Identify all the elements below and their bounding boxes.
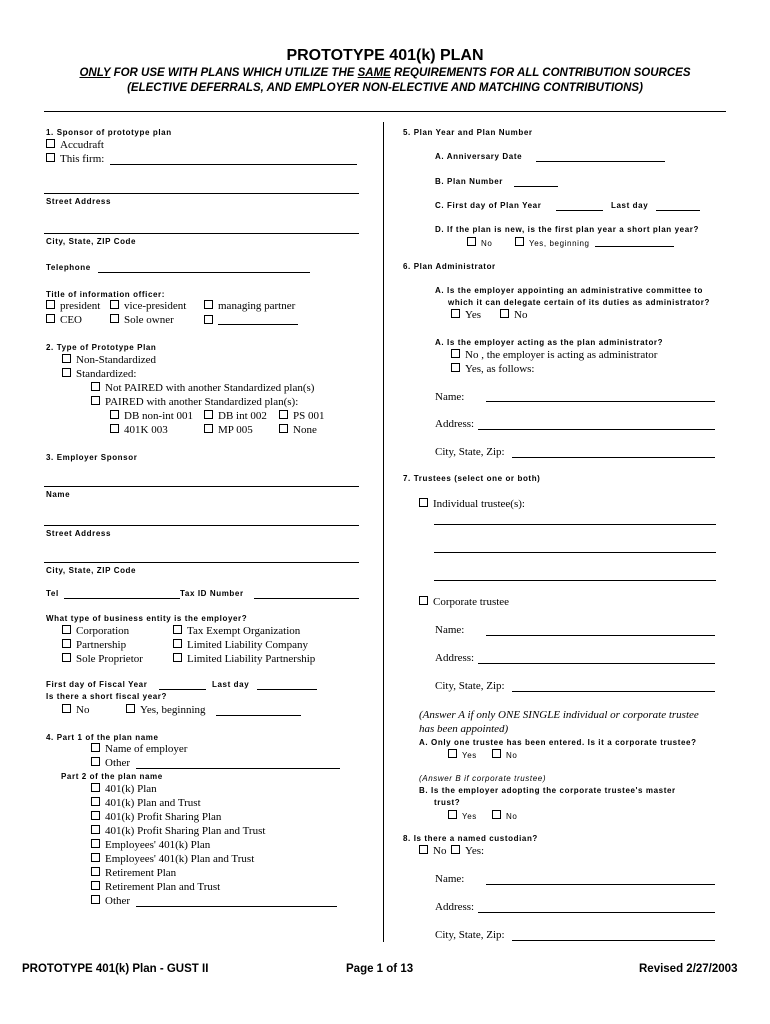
s6-b-no-option[interactable] — [451, 349, 657, 361]
checkbox[interactable] — [492, 810, 501, 819]
s6-a-yes-label: Yes — [465, 309, 482, 321]
s7-individual-line-1[interactable] — [434, 524, 716, 525]
s7-corporate-label: Corporate trustee — [433, 596, 510, 608]
s4-opt-label: Retirement Plan — [105, 867, 177, 879]
s2-paired-label: PAIRED with another Standardized plan(s): — [105, 396, 299, 408]
s7-qb-line1: B. Is the employer adopting the corporate trustee's master — [419, 786, 676, 795]
s1-firm-option[interactable] — [46, 153, 104, 165]
checkbox[interactable] — [110, 300, 119, 309]
s8-heading: 8. Is there a named custodian? — [403, 834, 538, 843]
s8-city-field[interactable] — [512, 940, 715, 941]
s1-accudraft-option[interactable] — [46, 139, 104, 151]
s2-std-option[interactable] — [62, 368, 136, 380]
s6-name-field[interactable] — [486, 401, 715, 402]
s3-sole-prop-label: Sole Proprietor — [76, 653, 143, 665]
s3-tel-field[interactable] — [64, 598, 180, 599]
s4-name-employer-label: Name of employer — [105, 743, 188, 755]
s1-city-field[interactable] — [44, 233, 359, 234]
checkbox[interactable] — [173, 653, 182, 662]
s2-mp-option[interactable] — [204, 424, 253, 436]
checkbox[interactable] — [91, 783, 100, 792]
s3-partnership-option[interactable] — [62, 639, 126, 651]
s4-opt-label: Retirement Plan and Trust — [105, 881, 221, 893]
s3-city-field[interactable] — [44, 562, 359, 563]
s7-a-no-option[interactable] — [492, 749, 517, 760]
s1-sole-option[interactable] — [110, 314, 174, 326]
s3-taxid-field[interactable] — [254, 598, 359, 599]
column-divider — [383, 122, 384, 942]
s3-llc-label: Limited Liability Company — [187, 639, 308, 651]
s3-tax-exempt-label: Tax Exempt Organization — [187, 625, 301, 637]
subtitle-text-b: REQUIREMENTS FOR ALL CONTRIBUTION SOURCES — [390, 67, 691, 79]
s8-address-field[interactable] — [478, 912, 715, 913]
s2-401k-label: 401K 003 — [124, 424, 168, 436]
s1-heading: 1. Sponsor of prototype plan — [46, 128, 172, 137]
s7-individual-line-3[interactable] — [434, 580, 716, 581]
s5-d-yes-option[interactable] — [515, 237, 590, 248]
s1-president-option[interactable] — [46, 300, 100, 312]
s2-paired-option[interactable] — [91, 396, 298, 408]
s6-qa-line2: which it can delegate certain of its duties as administrator? — [448, 298, 710, 307]
subtitle-line-2: (ELECTIVE DEFERRALS, AND EMPLOYER NON-ELECTIVE AND MATCHING CONTRIBUTIONS) — [127, 82, 643, 94]
checkbox[interactable] — [515, 237, 524, 246]
s1-accudraft-label: Accudraft — [60, 139, 104, 151]
checkbox[interactable] — [204, 315, 213, 324]
footer-left: PROTOTYPE 401(k) Plan - GUST II — [22, 963, 209, 975]
s2-ps-label: PS 001 — [293, 410, 325, 422]
s2-not-paired-label: Not PAIRED with another Standardized plan(s) — [105, 382, 315, 394]
s4-other2-label: Other — [105, 895, 131, 907]
s5-d-no-label: No — [481, 239, 493, 248]
checkbox[interactable] — [451, 349, 460, 358]
s8-name-field[interactable] — [486, 884, 715, 885]
s1-street-label: Street Address — [46, 197, 112, 206]
s5-a-label: A. Anniversary Date — [435, 152, 523, 161]
s2-db-int-option[interactable] — [204, 410, 267, 422]
s6-city-label: City, State, Zip: — [435, 446, 505, 458]
s6-b-yes-option[interactable] — [451, 363, 534, 375]
s1-president-label: president — [60, 300, 101, 312]
s5-plan-number-field[interactable] — [514, 186, 558, 187]
checkbox[interactable] — [46, 314, 55, 323]
s2-mp-label: MP 005 — [218, 424, 253, 436]
s7-note-b: (Answer B if corporate trustee) — [419, 774, 547, 783]
s1-telephone-label: Telephone — [46, 263, 91, 272]
s7-a-no-label: No — [506, 751, 518, 760]
s8-yes-label: Yes: — [465, 845, 485, 857]
s7-individual-option[interactable] — [419, 498, 525, 510]
s6-address-field[interactable] — [478, 429, 715, 430]
s1-firm-label: This firm: — [60, 153, 105, 165]
checkbox[interactable] — [126, 704, 135, 713]
checkbox[interactable] — [62, 368, 71, 377]
s4-opt-2[interactable] — [91, 811, 221, 823]
s5-heading: 5. Plan Year and Plan Number — [403, 128, 533, 137]
s4-opt-label: Employees' 401(k) Plan — [105, 839, 211, 851]
s1-managing-label: managing partner — [218, 300, 296, 312]
s5-last-day-label: Last day — [611, 201, 649, 210]
s7-heading: 7. Trustees (select one or both) — [403, 474, 541, 483]
s3-street-field[interactable] — [44, 525, 359, 526]
checkbox[interactable] — [204, 410, 213, 419]
s4-opt-label: 401(k) Profit Sharing Plan — [105, 811, 222, 823]
s1-other-title-option[interactable] — [204, 314, 298, 327]
s7-qa: A. Only one trustee has been entered. Is it a corporate trustee? — [419, 738, 697, 747]
subtitle-line-1 — [0, 67, 770, 79]
s4-opt-6[interactable] — [91, 867, 176, 879]
s5-first-day-field[interactable] — [556, 210, 603, 211]
checkbox[interactable] — [419, 845, 428, 854]
s5-d-yes-label: Yes, beginning — [529, 239, 590, 248]
s3-fiscal-first-field[interactable] — [159, 689, 206, 690]
s2-db-non-option[interactable] — [110, 410, 193, 422]
checkbox[interactable] — [62, 639, 71, 648]
s3-tel-label: Tel — [46, 589, 59, 598]
footer-revised: Revised 2/27/2003 — [639, 963, 738, 975]
s5-anniversary-field[interactable] — [536, 161, 665, 162]
s3-llp-option[interactable] — [173, 653, 315, 665]
s6-a-no-label: No — [514, 309, 528, 321]
s5-d-question: D. If the plan is new, is the first plan year a short plan year? — [435, 225, 699, 234]
s7-individual-line-2[interactable] — [434, 552, 716, 553]
s3-entity-question: What type of business entity is the employer? — [46, 614, 248, 623]
s2-none-option[interactable] — [279, 424, 317, 436]
s5-last-day-field[interactable] — [656, 210, 700, 211]
s7-b-no-option[interactable] — [492, 810, 517, 821]
s2-nonstd-label: Non-Standardized — [76, 354, 157, 366]
s4-opt-label: Employees' 401(k) Plan and Trust — [105, 853, 255, 865]
s4-other2-field[interactable] — [136, 906, 337, 907]
s3-name-field[interactable] — [44, 486, 359, 487]
s7-b-yes-option[interactable] — [448, 810, 477, 821]
s5-c-label: C. First day of Plan Year — [435, 201, 542, 210]
checkbox[interactable] — [91, 881, 100, 890]
checkbox[interactable] — [110, 410, 119, 419]
s7-name-field[interactable] — [486, 635, 715, 636]
s3-llp-label: Limited Liability Partnership — [187, 653, 316, 665]
s3-fiscal-first-label: First day of Fiscal Year — [46, 680, 148, 689]
s7-address-label: Address: — [435, 652, 475, 664]
s1-telephone-field[interactable] — [98, 272, 310, 273]
s2-db-int-label: DB int 002 — [218, 410, 267, 422]
s5-d-begin-field[interactable] — [595, 246, 674, 247]
s7-a-yes-label: Yes — [462, 751, 477, 760]
checkbox[interactable] — [91, 797, 100, 806]
s3-street-label: Street Address — [46, 529, 112, 538]
checkbox[interactable] — [204, 300, 213, 309]
s1-other-title-field[interactable] — [218, 314, 298, 325]
s1-street-field[interactable] — [44, 193, 359, 194]
s1-managing-option[interactable] — [204, 300, 295, 312]
checkbox[interactable] — [91, 867, 100, 876]
checkbox[interactable] — [500, 309, 509, 318]
s6-qa-line1: A. Is the employer appointing an administrative committee to — [435, 286, 704, 295]
s6-city-field[interactable] — [512, 457, 715, 458]
checkbox[interactable] — [279, 410, 288, 419]
checkbox[interactable] — [91, 396, 100, 405]
s3-last-day-label: Last day — [212, 680, 250, 689]
s3-name-label: Name — [46, 490, 71, 499]
s4-opt-3[interactable] — [91, 825, 265, 837]
s4-opt-0[interactable] — [91, 783, 157, 795]
s4-other1-field[interactable] — [136, 768, 340, 769]
same-emphasis: SAME — [357, 67, 391, 79]
s2-heading: 2. Type of Prototype Plan — [46, 343, 157, 352]
footer-page-number: Page 1 of 13 — [346, 963, 414, 975]
s2-not-paired-option[interactable] — [91, 382, 314, 394]
checkbox[interactable] — [62, 354, 71, 363]
s5-d-no-option[interactable] — [467, 237, 492, 248]
s2-401k-option[interactable] — [110, 424, 168, 436]
s4-opt-7[interactable] — [91, 881, 220, 893]
checkbox[interactable] — [46, 139, 55, 148]
checkbox[interactable] — [110, 314, 119, 323]
s1-title-officer-label: Title of information officer: — [46, 290, 166, 299]
s7-a-yes-option[interactable] — [448, 749, 477, 760]
s3-last-day-field[interactable] — [257, 689, 317, 690]
s4-other1-label: Other — [105, 757, 131, 769]
s7-name-label: Name: — [435, 624, 465, 636]
s3-llc-option[interactable] — [173, 639, 308, 651]
s8-address-label: Address: — [435, 901, 475, 913]
s8-no-option[interactable] — [419, 845, 446, 857]
page-title: PROTOTYPE 401(k) PLAN — [286, 47, 484, 64]
s8-city-label: City, State, Zip: — [435, 929, 505, 941]
checkbox[interactable] — [91, 853, 100, 862]
s7-qb-line2: trust? — [434, 798, 461, 807]
checkbox[interactable] — [419, 498, 428, 507]
s4-opt-label: 401(k) Plan and Trust — [105, 797, 201, 809]
checkbox[interactable] — [91, 743, 100, 752]
s6-heading: 6. Plan Administrator — [403, 262, 496, 271]
s4-opt-label: 401(k) Plan — [105, 783, 157, 795]
s4-part2-heading: Part 2 of the plan name — [61, 772, 163, 781]
checkbox[interactable] — [91, 382, 100, 391]
s8-yes-option[interactable] — [451, 845, 484, 857]
s2-nonstd-option[interactable] — [62, 354, 156, 366]
checkbox[interactable] — [448, 749, 457, 758]
s8-no-label: No — [433, 845, 447, 857]
checkbox[interactable] — [46, 300, 55, 309]
s7-city-field[interactable] — [512, 691, 715, 692]
s4-opt-label: 401(k) Profit Sharing Plan and Trust — [105, 825, 266, 837]
s1-vice-option[interactable] — [110, 300, 186, 312]
checkbox[interactable] — [91, 895, 100, 904]
checkbox[interactable] — [46, 153, 55, 162]
s2-ps-option[interactable] — [279, 410, 325, 422]
s3-short-question: Is there a short fiscal year? — [46, 692, 168, 701]
s3-short-begin-field[interactable] — [216, 715, 301, 716]
s3-tax-exempt-option[interactable] — [173, 625, 300, 637]
checkbox[interactable] — [173, 625, 182, 634]
s1-firm-field[interactable] — [110, 164, 357, 165]
s3-sole-prop-option[interactable] — [62, 653, 143, 665]
s5-b-label: B. Plan Number — [435, 177, 503, 186]
s4-opt-1[interactable] — [91, 797, 201, 809]
s7-individual-label: Individual trustee(s): — [433, 498, 525, 510]
checkbox[interactable] — [204, 424, 213, 433]
s3-no-label: No — [76, 704, 90, 716]
checkbox[interactable] — [62, 704, 71, 713]
s3-city-label: City, State, ZIP Code — [46, 566, 137, 575]
s3-taxid-label: Tax ID Number — [180, 589, 244, 598]
header-divider — [44, 111, 726, 112]
s3-partnership-label: Partnership — [76, 639, 127, 651]
checkbox[interactable] — [91, 839, 100, 848]
s2-none-label: None — [293, 424, 317, 436]
s7-corporate-option[interactable] — [419, 596, 509, 608]
s7-note-a-line2: has been appointed) — [419, 723, 509, 735]
s7-b-yes-label: Yes — [462, 812, 477, 821]
s6-a-no-option[interactable] — [500, 309, 527, 321]
checkbox[interactable] — [279, 424, 288, 433]
s7-city-label: City, State, Zip: — [435, 680, 505, 692]
s3-corp-option[interactable] — [62, 625, 129, 637]
checkbox[interactable] — [62, 653, 71, 662]
s6-name-label: Name: — [435, 391, 465, 403]
checkbox[interactable] — [492, 749, 501, 758]
checkbox[interactable] — [451, 363, 460, 372]
checkbox[interactable] — [91, 757, 100, 766]
s6-qb: A. Is the employer acting as the plan administrator? — [435, 338, 664, 347]
s3-yes-label: Yes, beginning — [140, 704, 206, 716]
s3-heading: 3. Employer Sponsor — [46, 453, 138, 462]
checkbox[interactable] — [91, 811, 100, 820]
checkbox[interactable] — [419, 596, 428, 605]
subtitle-text-a: FOR USE WITH PLANS WHICH UTILIZE THE — [110, 67, 358, 79]
checkbox[interactable] — [451, 309, 460, 318]
checkbox[interactable] — [448, 810, 457, 819]
s3-corp-label: Corporation — [76, 625, 130, 637]
s8-name-label: Name: — [435, 873, 465, 885]
s1-ceo-option[interactable] — [46, 314, 82, 326]
s4-opt-4[interactable] — [91, 839, 210, 851]
s1-vice-label: vice-president — [124, 300, 187, 312]
s4-other2-option[interactable] — [91, 895, 130, 907]
s4-other1-option[interactable] — [91, 757, 130, 769]
checkbox[interactable] — [91, 825, 100, 834]
s6-a-yes-option[interactable] — [451, 309, 481, 321]
s3-no-option[interactable] — [62, 704, 89, 716]
s6-b-no-label: No , the employer is acting as administrator — [465, 349, 658, 361]
checkbox[interactable] — [110, 424, 119, 433]
s1-sole-label: Sole owner — [124, 314, 174, 326]
s1-city-label: City, State, ZIP Code — [46, 237, 137, 246]
s3-yes-option[interactable] — [126, 704, 206, 716]
checkbox[interactable] — [451, 845, 460, 854]
s4-opt-5[interactable] — [91, 853, 254, 865]
checkbox[interactable] — [467, 237, 476, 246]
s7-address-field[interactable] — [478, 663, 715, 664]
s6-address-label: Address: — [435, 418, 475, 430]
checkbox[interactable] — [62, 625, 71, 634]
s7-note-a-line1: (Answer A if only ONE SINGLE individual or corporate trustee — [419, 709, 699, 721]
s4-heading: 4. Part 1 of the plan name — [46, 733, 159, 742]
s2-db-non-label: DB non-int 001 — [124, 410, 194, 422]
s1-ceo-label: CEO — [60, 314, 82, 326]
s4-name-employer-option[interactable] — [91, 743, 187, 755]
checkbox[interactable] — [173, 639, 182, 648]
s7-b-no-label: No — [506, 812, 518, 821]
only-emphasis: ONLY — [79, 67, 111, 79]
s2-std-label: Standardized: — [76, 368, 137, 380]
s6-b-yes-label: Yes, as follows: — [465, 363, 535, 375]
